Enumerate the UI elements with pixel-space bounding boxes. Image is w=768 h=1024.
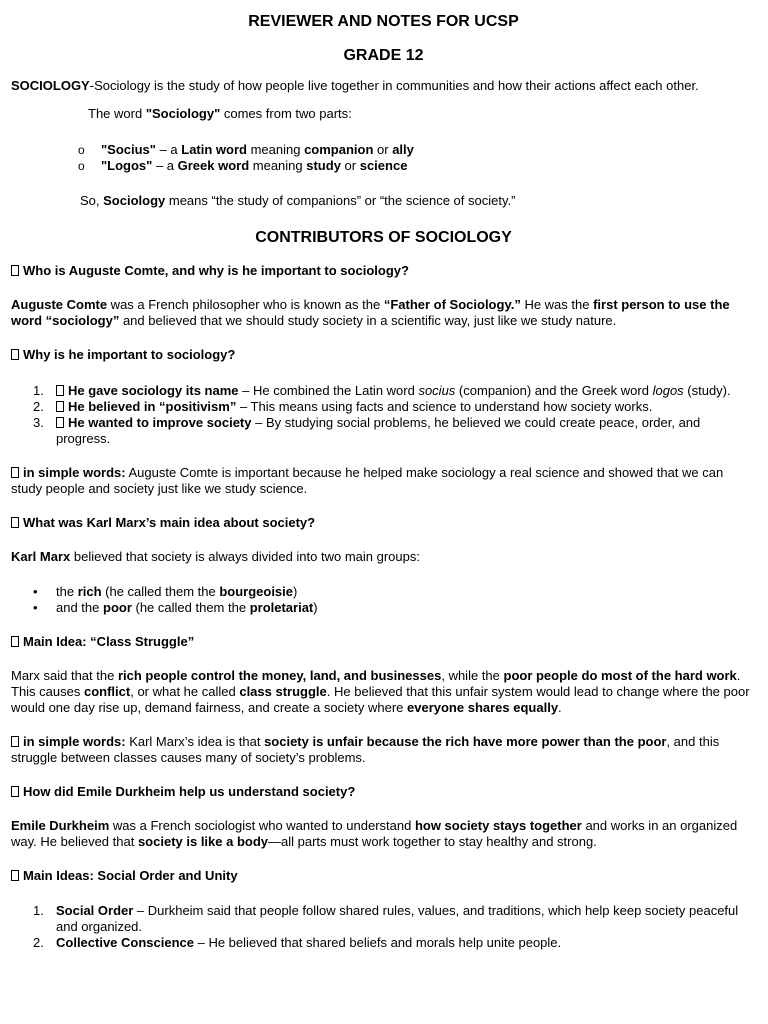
list-item: 2. Collective Conscience – He believed that shared beliefs and morals help unite people. — [33, 935, 562, 950]
checkbox-icon — [11, 636, 19, 647]
marx-groups-list — [11, 584, 756, 616]
grade-heading: GRADE 12 — [343, 47, 424, 64]
list-item: o "Socius" – a Latin word meaning companion or ally — [11, 142, 756, 158]
checkbox-icon — [56, 417, 64, 428]
marx-intro: Karl Marx believed that society is always divided into two main groups: — [11, 549, 420, 564]
checkbox-icon — [56, 401, 64, 412]
marx-simple-words: in simple words: Karl Marx’s idea is that society is unfair because the rich have more power than the poor, and this struggle between classes causes many of society’s problems. — [11, 734, 720, 765]
comte-paragraph: Auguste Comte was a French philosopher who is known as the “Father of Sociology.” He was the first person to use the word “sociology” and believed that we should study society in a scientific way, just like we study nature. — [11, 297, 730, 328]
list-item: 1. Social Order – Durkheim said that people follow shared rules, values, and traditions, which help keep society peaceful and organized. — [33, 903, 739, 934]
list-item: o "Logos" – a Greek word meaning study or science — [11, 158, 756, 174]
comte-importance-question: Why is he important to sociology? — [11, 347, 756, 363]
marx-question: What was Karl Marx’s main idea about society? — [11, 515, 756, 531]
marx-paragraph: Marx said that the rich people control the money, land, and businesses, while the poor people do most of the hard work. This causes conflict, or what he called class struggle. He believed that this unfair system would lead to change where the poor would one day rise up, demand fairness, and create a society where everyone shares equally. — [11, 668, 750, 715]
checkbox-icon — [11, 517, 19, 528]
contributors-heading: CONTRIBUTORS OF SOCIOLOGY — [255, 229, 512, 246]
checkbox-icon — [11, 870, 19, 881]
list-item: 2. He believed in “positivism” – This means using facts and science to understand how society works. — [33, 399, 653, 414]
checkbox-icon — [11, 265, 19, 276]
checkbox-icon — [11, 786, 19, 797]
durkheim-question: How did Emile Durkheim help us understand society? — [11, 784, 756, 800]
sociology-word-origin: The word "Sociology" comes from two parts: — [88, 106, 352, 121]
checkbox-icon — [11, 349, 19, 360]
checkbox-icon — [56, 385, 64, 396]
list-item: 3. He wanted to improve society – By studying social problems, he believed we could create peace, order, and progress. — [33, 415, 701, 446]
sociology-definition: SOCIOLOGY-Sociology is the study of how people live together in communities and how their actions affect each other. — [11, 78, 699, 93]
word-parts-list — [11, 142, 756, 174]
list-item: • and the poor (he called them the proletariat) — [11, 600, 756, 616]
comte-simple-words: in simple words: Auguste Comte is important because he helped make sociology a real science and showed that we can study people and society just like we study science. — [11, 465, 724, 496]
comte-importance-list — [11, 383, 756, 447]
comte-question: Who is Auguste Comte, and why is he important to sociology? — [11, 263, 756, 279]
durkheim-main-ideas: Main Ideas: Social Order and Unity — [11, 868, 756, 884]
marx-main-idea: Main Idea: “Class Struggle” — [11, 634, 756, 650]
list-item: • the rich (he called them the bourgeoisie) — [11, 584, 756, 600]
checkbox-icon — [11, 467, 19, 478]
document-title: REVIEWER AND NOTES FOR UCSP — [248, 13, 519, 30]
durkheim-paragraph: Emile Durkheim was a French sociologist who wanted to understand how society stays together and works in an organized way. He believed that society is like a body—all parts must work together to stay healthy and strong. — [11, 818, 738, 849]
checkbox-icon — [11, 736, 19, 747]
durkheim-ideas-list — [11, 903, 756, 951]
list-item: 1. He gave sociology its name – He combined the Latin word socius (companion) and the Greek word logos (study). — [33, 383, 731, 398]
sociology-meaning: So, Sociology means “the study of companions” or “the science of society.” — [80, 193, 516, 208]
